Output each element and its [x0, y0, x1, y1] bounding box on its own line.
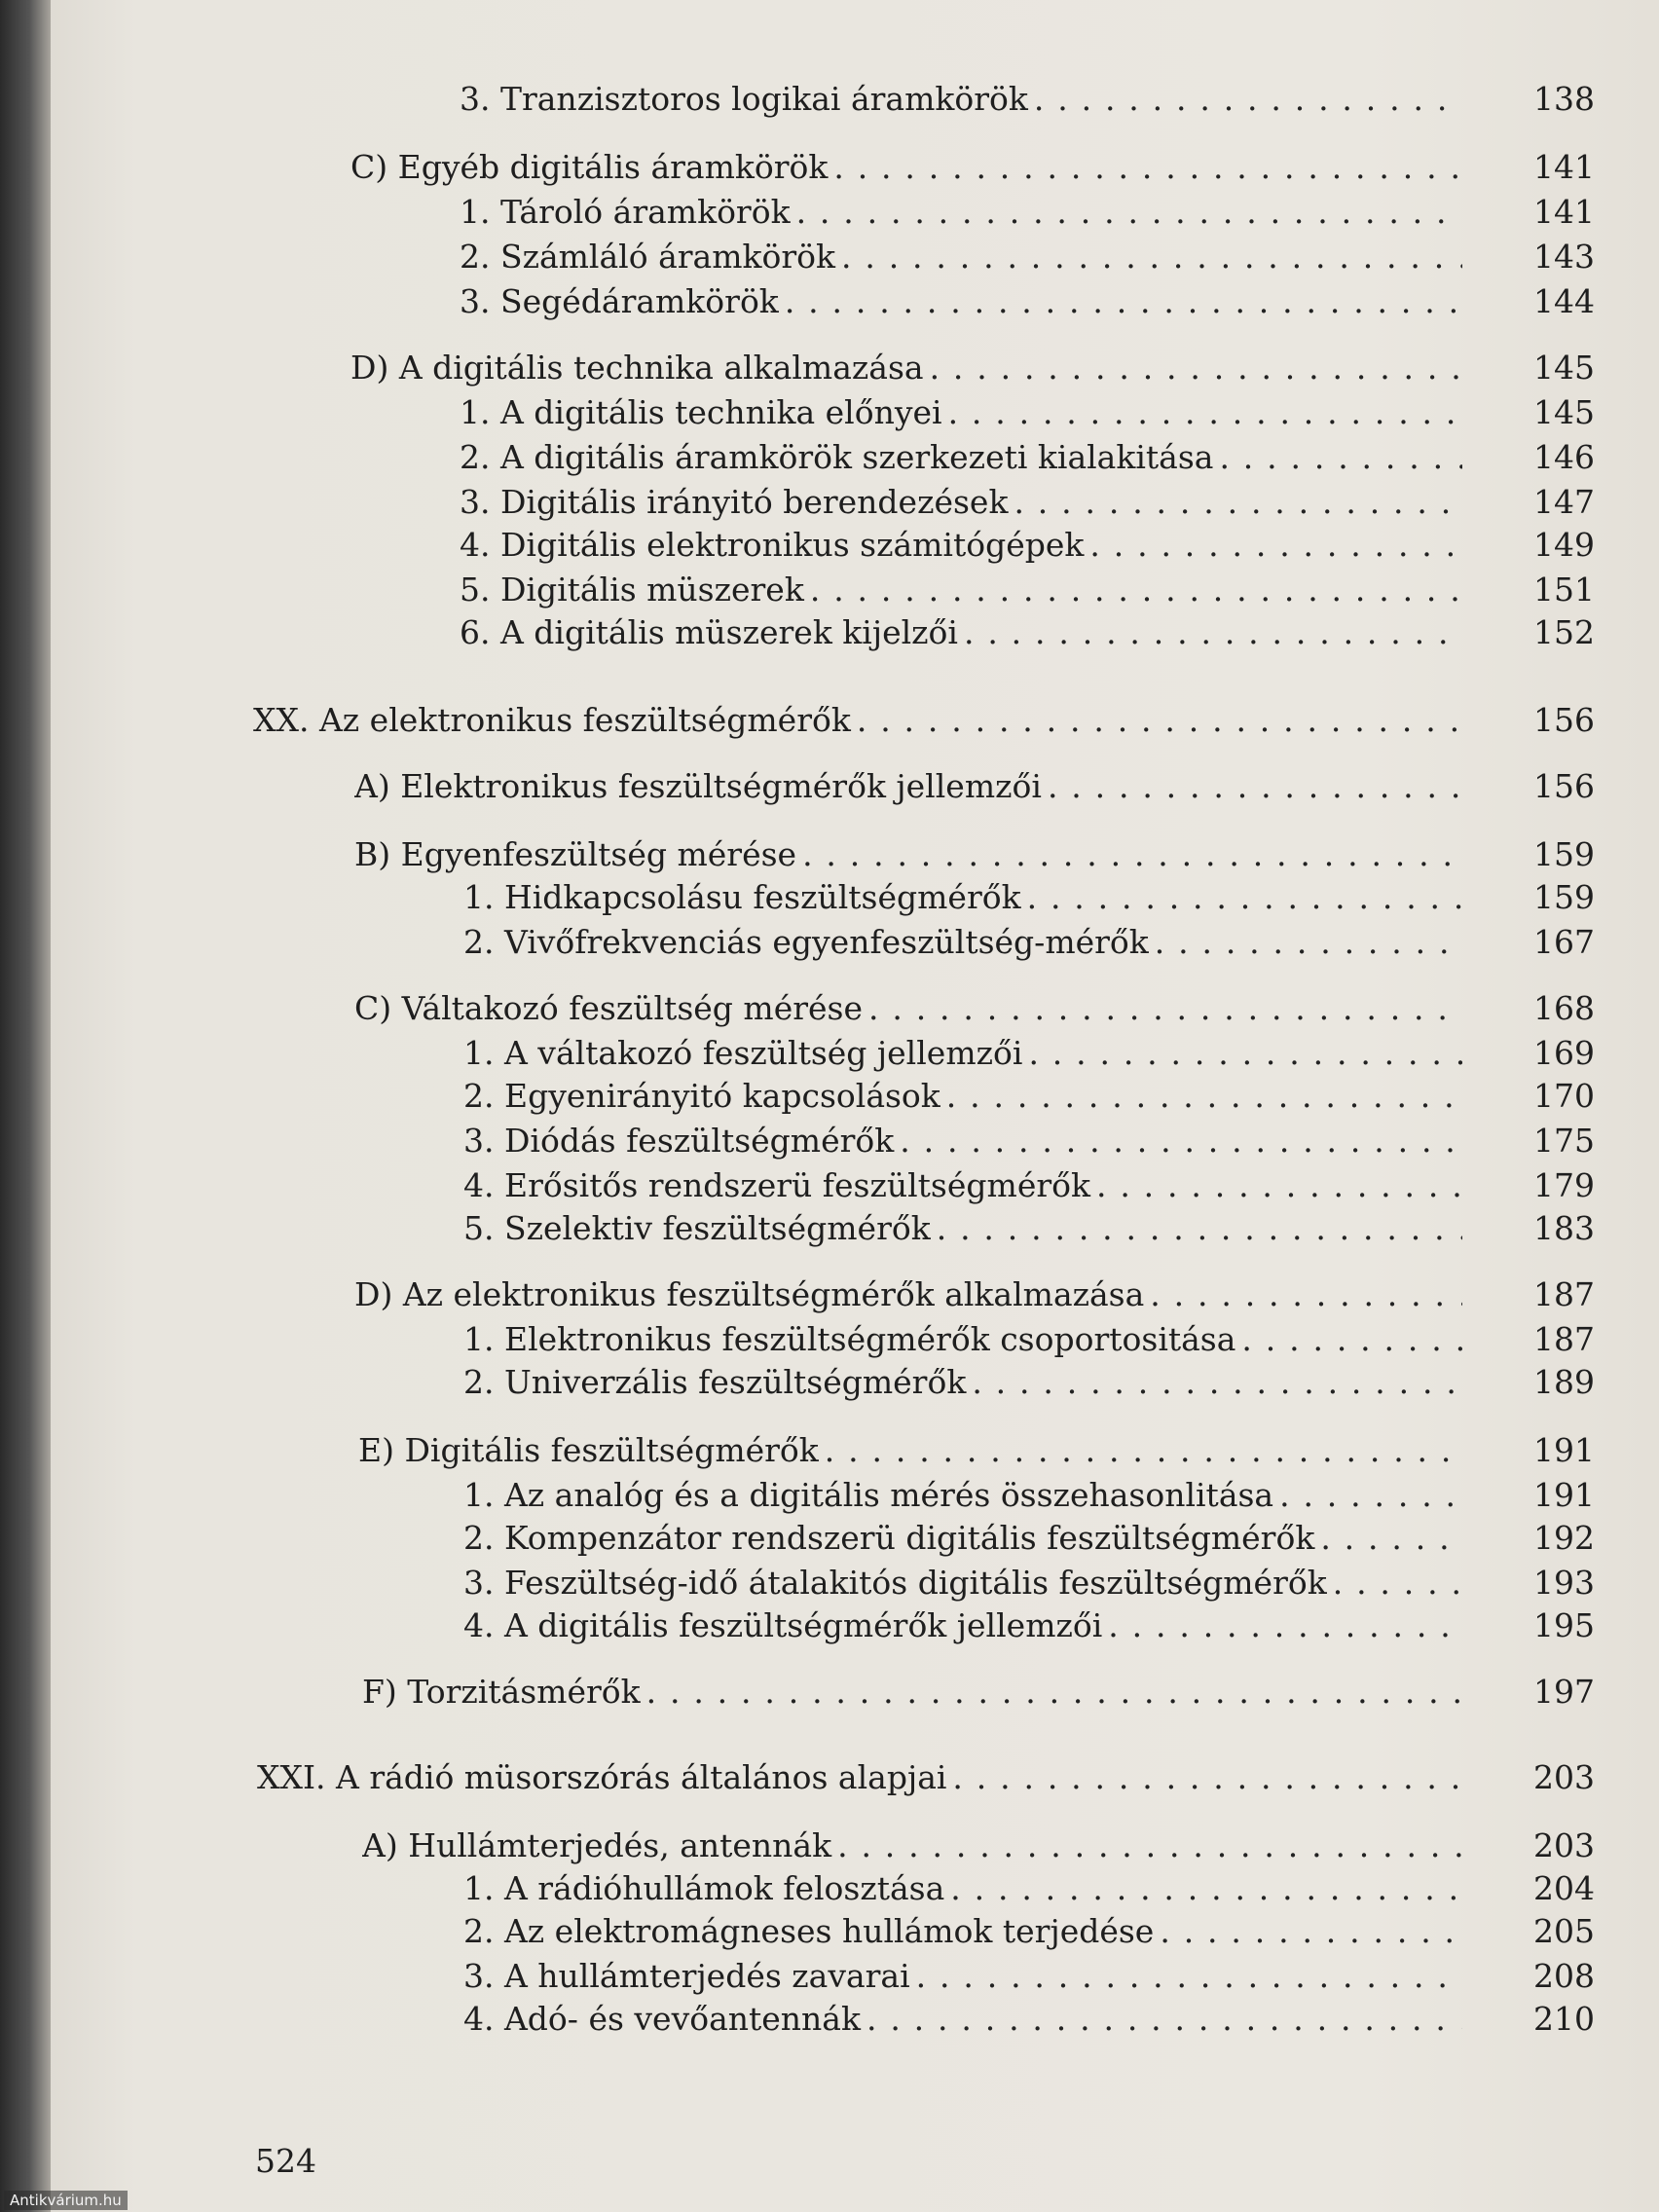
- toc-entry-label: 1. A rádióhullámok felosztása: [463, 1869, 945, 1907]
- toc-entry-label: A) Hullámterjedés, antennák: [362, 1826, 832, 1864]
- toc-entry-label: D) Az elektronikus feszültségmérők alkalmazása: [354, 1275, 1145, 1313]
- toc-entry: [350, 146, 1595, 189]
- toc-entry-label: D) A digitális technika alkalmazása: [350, 349, 924, 387]
- toc-entry-label: 2. Az elektromágneses hullámok terjedése: [463, 1912, 1155, 1950]
- toc-entry: [463, 1517, 1595, 1560]
- toc-entry: [460, 524, 1595, 567]
- toc-entry-label: 2. Univerzális feszültségmérők: [463, 1363, 967, 1401]
- toc-entry: [460, 569, 1595, 611]
- toc-entry-label: 2. Vivőfrekvenciás egyenfeszültség-mérők: [463, 923, 1149, 961]
- toc-entry-label: 3. Digitális irányitó berendezések: [460, 483, 1009, 521]
- toc-entry: [463, 1120, 1595, 1162]
- toc-entry-label: 4. Adó- és vevőantennák: [463, 2000, 861, 2038]
- toc-entry: [463, 1075, 1595, 1118]
- toc-leader-dots: [1150, 1273, 1462, 1316]
- toc-leader-dots: [946, 1075, 1462, 1118]
- toc-entry: [362, 1671, 1595, 1714]
- toc-entry-page: 197: [1533, 1673, 1595, 1711]
- toc-entry-page: 189: [1533, 1363, 1595, 1401]
- watermark: Antikvárium.hu: [4, 2191, 128, 2210]
- toc-entry-label: 2. Egyenirányitó kapcsolások: [463, 1077, 940, 1115]
- toc-leader-dots: [948, 391, 1462, 434]
- toc-entry: [463, 1474, 1595, 1517]
- toc-entry-page: 175: [1533, 1122, 1595, 1160]
- toc-entry-label: 3. Diódás feszültségmérők: [463, 1122, 895, 1160]
- toc-leader-dots: [1160, 1910, 1462, 1953]
- toc-entry-page: 169: [1533, 1034, 1595, 1072]
- toc-leader-dots: [1028, 1032, 1462, 1075]
- toc-leader-dots: [833, 146, 1462, 189]
- toc-entry: [460, 280, 1595, 323]
- toc-entry: [460, 481, 1595, 524]
- toc-entry-label: C) Váltakozó feszültség mérése: [354, 989, 863, 1027]
- toc-entry-label: XX. Az elektronikus feszültségmérők: [253, 701, 851, 739]
- toc-entry-page: 146: [1533, 438, 1595, 476]
- toc-entry-label: 4. A digitális feszültségmérők jellemzői: [463, 1606, 1103, 1644]
- toc-entry-page: 179: [1533, 1166, 1595, 1204]
- toc-entry-page: 210: [1533, 2000, 1595, 2038]
- toc-leader-dots: [972, 1361, 1462, 1404]
- toc-entry: [354, 765, 1595, 808]
- toc-entry-label: 5. Szelektiv feszültségmérők: [463, 1209, 931, 1247]
- toc-entry-page: 151: [1533, 571, 1595, 608]
- toc-leader-dots: [1219, 436, 1462, 479]
- toc-leader-dots: [841, 236, 1462, 278]
- toc-entry-page: 204: [1533, 1869, 1595, 1907]
- toc-entry-label: XXI. A rádió müsorszórás általános alapjai: [257, 1758, 947, 1796]
- toc-entry-label: 2. A digitális áramkörök szerkezeti kialakitása: [460, 438, 1214, 476]
- toc-leader-dots: [785, 280, 1462, 323]
- toc-entry-page: 183: [1533, 1209, 1595, 1247]
- toc-entry-label: A) Elektronikus feszültségmérők jellemzői: [354, 767, 1042, 805]
- toc-entry: [463, 1562, 1595, 1604]
- toc-entry: [463, 1910, 1595, 1953]
- toc-leader-dots: [868, 987, 1462, 1030]
- toc-entry-page: 191: [1533, 1476, 1595, 1514]
- toc-entry-page: 193: [1533, 1564, 1595, 1602]
- toc-leader-dots: [964, 611, 1462, 654]
- toc-leader-dots: [1333, 1562, 1462, 1604]
- toc-entry-page: 208: [1533, 1957, 1595, 1995]
- toc-entry-page: 145: [1533, 349, 1595, 387]
- toc-leader-dots: [857, 699, 1462, 742]
- toc-entry: [253, 699, 1595, 742]
- toc-entry: [350, 347, 1595, 389]
- toc-entry-page: 195: [1533, 1606, 1595, 1644]
- toc-leader-dots: [1096, 1164, 1462, 1207]
- toc-entry: [463, 1867, 1595, 1910]
- toc-leader-dots: [810, 569, 1462, 611]
- toc-entry-label: 3. Tranzisztoros logikai áramkörök: [460, 80, 1028, 118]
- toc-entry-label: 1. Elektronikus feszültségmérők csoportositása: [463, 1320, 1236, 1358]
- toc-entry: [463, 1318, 1595, 1361]
- toc-entry-page: 168: [1533, 989, 1595, 1027]
- toc-entry: [460, 436, 1595, 479]
- toc-entry-page: 191: [1533, 1431, 1595, 1469]
- toc-entry-label: 3. Segédáramkörök: [460, 282, 779, 320]
- toc-entry-page: 170: [1533, 1077, 1595, 1115]
- toc-entry: [460, 191, 1595, 234]
- toc-entry: [463, 1032, 1595, 1075]
- toc-entry-page: 159: [1533, 835, 1595, 873]
- toc-entry: [463, 1604, 1595, 1647]
- toc-entry-label: 2. Kompenzátor rendszerü digitális feszültségmérők: [463, 1519, 1315, 1557]
- toc-entry-page: 159: [1533, 878, 1595, 916]
- toc-entry: [460, 236, 1595, 278]
- toc-leader-dots: [1034, 78, 1462, 121]
- toc-leader-dots: [1027, 876, 1462, 919]
- toc-entry-page: 203: [1533, 1758, 1595, 1796]
- toc-entry: [362, 1825, 1595, 1867]
- toc-entry: [463, 1207, 1595, 1250]
- toc-leader-dots: [1089, 524, 1462, 567]
- toc-entry-page: 187: [1533, 1275, 1595, 1313]
- toc-entry: [460, 391, 1595, 434]
- toc-leader-dots: [937, 1207, 1462, 1250]
- toc-entry-label: C) Egyéb digitális áramkörök: [350, 148, 829, 186]
- toc-entry-page: 152: [1533, 613, 1595, 651]
- toc-entry: [354, 833, 1595, 876]
- toc-entry: [354, 987, 1595, 1030]
- toc-entry: [257, 1756, 1595, 1799]
- toc-leader-dots: [866, 1998, 1462, 2041]
- toc-entry-page: 203: [1533, 1826, 1595, 1864]
- toc-entry-page: 192: [1533, 1519, 1595, 1557]
- toc-entry-page: 138: [1533, 80, 1595, 118]
- toc-leader-dots: [952, 1756, 1462, 1799]
- toc-entry-label: F) Torzitásmérők: [362, 1673, 641, 1711]
- toc-leader-dots: [930, 347, 1462, 389]
- toc-entry-label: 2. Számláló áramkörök: [460, 238, 835, 276]
- toc-entry-label: 6. A digitális müszerek kijelzői: [460, 613, 958, 651]
- toc-leader-dots: [1279, 1474, 1462, 1517]
- toc-leader-dots: [1155, 921, 1462, 964]
- toc-entry-page: 167: [1533, 923, 1595, 961]
- toc-entry-page: 143: [1533, 238, 1595, 276]
- toc-entry-label: 4. Erősitős rendszerü feszültségmérők: [463, 1166, 1090, 1204]
- toc-entry-page: 141: [1533, 193, 1595, 231]
- toc-leader-dots: [837, 1825, 1462, 1867]
- toc-leader-dots: [796, 191, 1462, 234]
- toc-entry: [463, 921, 1595, 964]
- toc-entry-page: 144: [1533, 282, 1595, 320]
- toc-entry: [463, 1361, 1595, 1404]
- toc-entry-page: 145: [1533, 393, 1595, 431]
- toc-entry-page: 156: [1533, 701, 1595, 739]
- toc-entry-label: E) Digitális feszültségmérők: [358, 1431, 819, 1469]
- toc-entry: [463, 1955, 1595, 1998]
- toc-leader-dots: [916, 1955, 1462, 1998]
- toc-entry: [354, 1273, 1595, 1316]
- toc-leader-dots: [1014, 481, 1462, 524]
- toc-entry-page: 187: [1533, 1320, 1595, 1358]
- toc-entry-label: 1. Hidkapcsolásu feszültségmérők: [463, 878, 1021, 916]
- toc-entry-label: B) Egyenfeszültség mérése: [354, 835, 797, 873]
- toc-leader-dots: [802, 833, 1462, 876]
- toc-entry-label: 4. Digitális elektronikus számitógépek: [460, 526, 1085, 564]
- toc-leader-dots: [1108, 1604, 1462, 1647]
- toc-entry-label: 1. A váltakozó feszültség jellemzői: [463, 1034, 1023, 1072]
- toc-entry-page: 149: [1533, 526, 1595, 564]
- toc-leader-dots: [1048, 765, 1462, 808]
- toc-entry-page: 205: [1533, 1912, 1595, 1950]
- toc-entry-label: 1. Tároló áramkörök: [460, 193, 791, 231]
- page-number: 524: [255, 2142, 316, 2180]
- toc-entry-label: 5. Digitális müszerek: [460, 571, 804, 608]
- toc-entry: [463, 1998, 1595, 2041]
- toc-entry: [358, 1429, 1595, 1472]
- toc-entry: [463, 1164, 1595, 1207]
- toc-entry-label: 3. Feszültség-idő átalakitós digitális feszültségmérők: [463, 1564, 1327, 1602]
- toc-leader-dots: [1320, 1517, 1462, 1560]
- toc-leader-dots: [825, 1429, 1462, 1472]
- toc-leader-dots: [1241, 1318, 1462, 1361]
- toc-entry-label: 1. A digitális technika előnyei: [460, 393, 942, 431]
- toc-leader-dots: [900, 1120, 1462, 1162]
- toc-entry: [463, 876, 1595, 919]
- toc-entry-page: 141: [1533, 148, 1595, 186]
- toc-entry: [460, 78, 1595, 121]
- toc-entry-label: 1. Az analóg és a digitális mérés összehasonlitása: [463, 1476, 1274, 1514]
- toc-leader-dots: [646, 1671, 1462, 1714]
- toc-leader-dots: [950, 1867, 1462, 1910]
- toc-entry: [460, 611, 1595, 654]
- toc-entry-page: 156: [1533, 767, 1595, 805]
- toc-entry-label: 3. A hullámterjedés zavarai: [463, 1957, 910, 1995]
- toc-entry-page: 147: [1533, 483, 1595, 521]
